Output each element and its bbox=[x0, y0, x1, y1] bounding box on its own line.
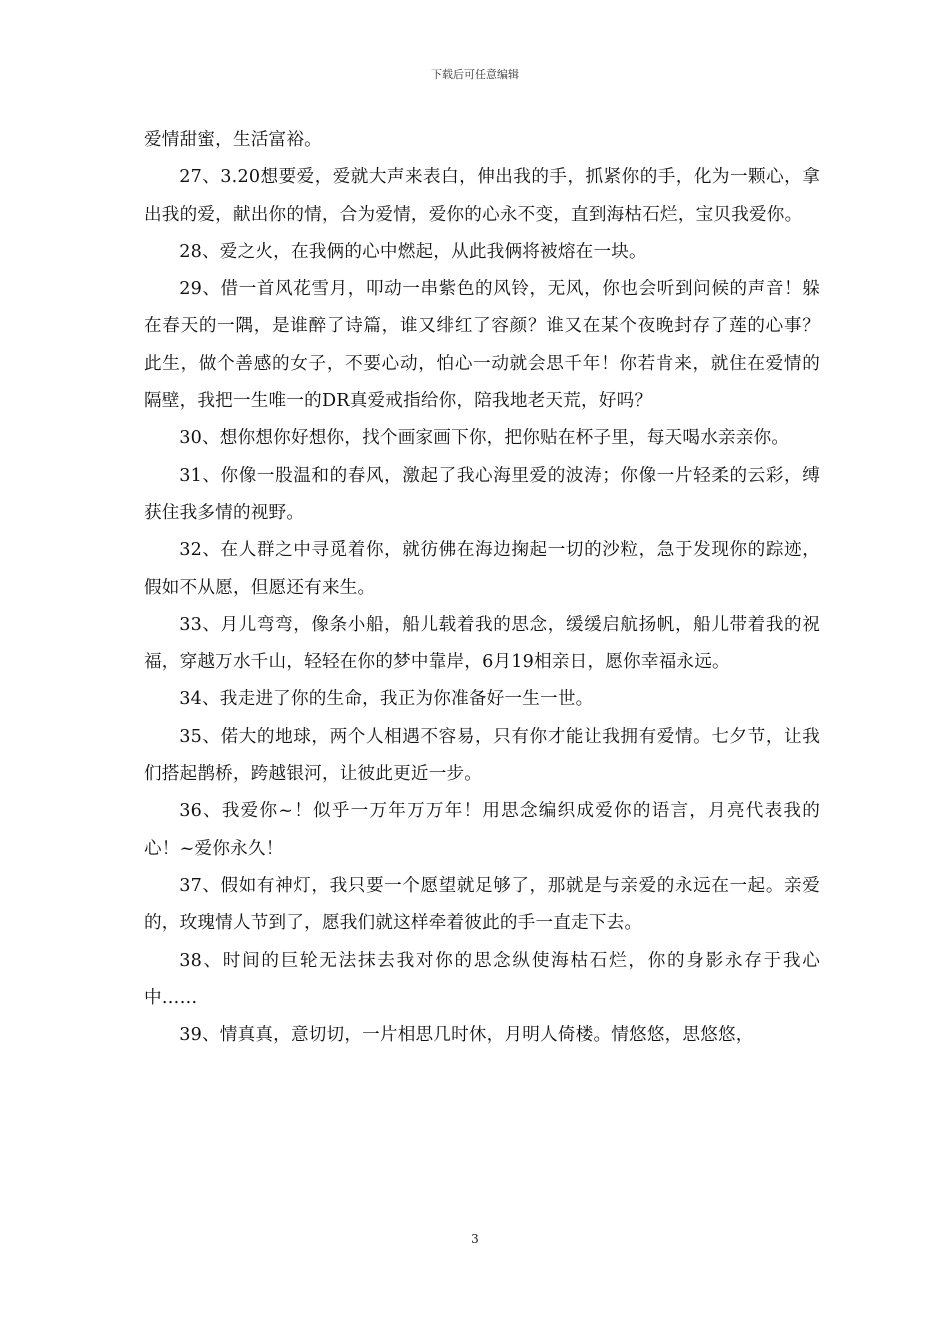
paragraph-continuation: 爱情甜蜜，生活富裕。 bbox=[144, 130, 322, 150]
paragraph-item-27: 27、3.20想要爱，爱就大声来表白，伸出我的手，抓紧你的手，化为一颗心，拿出我的爱，献出你的情，合为爱情，爱你的心永不变，直到海枯石烂，宝贝我爱你。 bbox=[144, 167, 820, 225]
page-number: 3 bbox=[471, 1232, 479, 1246]
paragraph-item-34: 34、我走进了你的生命，我正为你准备好一生一世。 bbox=[179, 689, 594, 710]
paragraph-item-32: 32、在人群之中寻觅着你，就彷佛在海边掬起一切的沙粒，急于发现你的踪迹，假如不从愿，但愿还有来生。 bbox=[144, 540, 820, 598]
document-body bbox=[144, 122, 820, 1054]
paragraph-item-35: 35、偌大的地球，两个人相遇不容易，只有你才能让我拥有爱情。七夕节，让我们搭起鹊桥，跨越银河，让彼此更近一步。 bbox=[144, 726, 820, 785]
paragraph-item-28: 28、爱之火，在我俩的心中燃起，从此我俩将被熔在一块。 bbox=[179, 241, 647, 262]
paragraph-item-33: 33、月儿弯弯，像条小船，船儿载着我的思念，缓缓启航扬帆，船儿带着我的祝福，穿越万水千山，轻轻在你的梦中靠岸，6月19相亲日，愿你幸福永远。 bbox=[144, 614, 820, 673]
paragraph-item-29: 29、借一首风花雪月，叩动一串紫色的风铃，无风，你也会听到问候的声音！躲在春天的一隅，是谁醉了诗篇，谁又绯红了容颜？谁又在某个夜晚封存了莲的心事？此生，做个善感的女子，不要心动，怕心一动就会思千年！你若肯来，就住在爱情的隔壁，我把一生唯一的DR真爱戒指给你，陪我地老天荒，好吗？ bbox=[144, 279, 820, 412]
paragraph-item-38: 38、时间的巨轮无法抹去我对你的思念纵使海枯石烂，你的身影永存于我心中…… bbox=[144, 950, 820, 1008]
page-header: 下载后可任意编辑 bbox=[431, 68, 519, 81]
paragraph-item-31: 31、你像一股温和的春风，激起了我心海里爱的波涛；你像一片轻柔的云彩，缚获住我多情的视野。 bbox=[144, 465, 820, 523]
paragraph-item-36: 36、我爱你~！似乎一万年万万年！用思念编织成爱你的语言，月亮代表我的心！~爱你永久！ bbox=[144, 801, 820, 859]
paragraph-item-39: 39、情真真，意切切，一片相思几时休，月明人倚楼。情悠悠，思悠悠， bbox=[179, 1025, 754, 1046]
paragraph-item-37: 37、假如有神灯，我只要一个愿望就足够了，那就是与亲爱的永远在一起。亲爱的，玫瑰情人节到了，愿我们就这样牵着彼此的手一直走下去。 bbox=[144, 875, 820, 934]
paragraph-item-30: 30、想你想你好想你，找个画家画下你，把你贴在杯子里，每天喝水亲亲你。 bbox=[179, 428, 790, 449]
